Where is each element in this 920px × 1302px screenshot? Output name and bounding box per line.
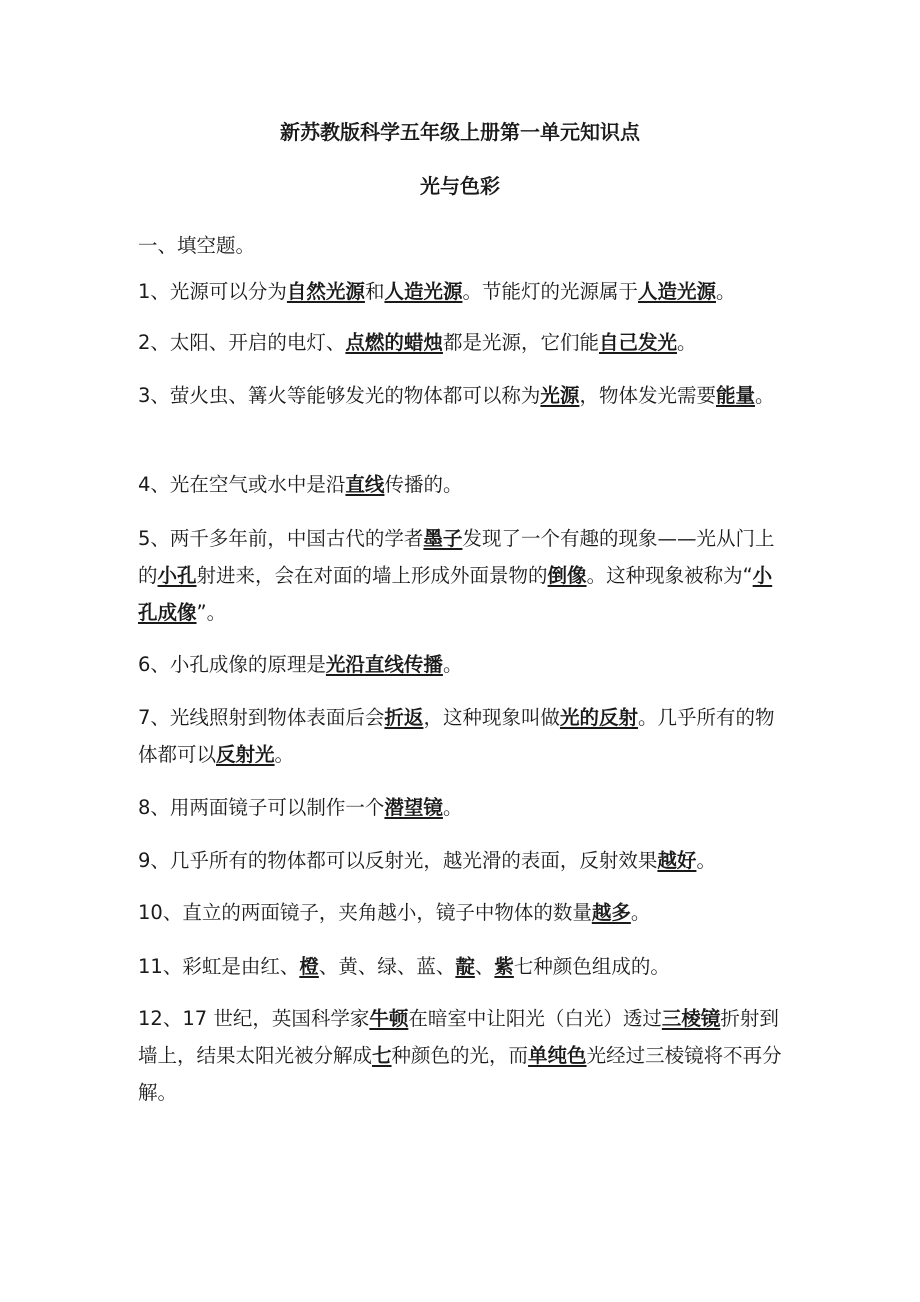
question-text: 。 [442,796,463,819]
question-text: 9、几乎所有的物体都可以反射光，越光滑的表面，反射效果 [138,849,658,872]
answer-text: 潜望镜 [384,796,443,819]
answer-text: 折返 [384,706,424,729]
answer-text: 光源 [540,384,580,407]
question-text: 4、光在空气或水中是沿 [138,473,346,496]
question-text: 10、直立的两面镜子，夹角越小，镜子中物体的数量 [138,901,592,924]
question-text: 。 [754,384,775,407]
question-item [138,699,786,773]
question-text: 都是光源，它们能 [442,331,599,354]
question-text: 。 [274,743,295,766]
question-text: 。几乎所有的物体都可以 [138,706,775,766]
question-text: 在暗室中让阳光（白光）透过 [408,1007,662,1030]
question-text: 12、17 世纪，英国科学家 [138,1007,370,1030]
question-text: 、 [474,955,495,978]
answer-text: 倒像 [547,564,587,587]
question-item [138,520,786,631]
question-text: 射进来，会在对面的墙上形成外面景物的 [196,564,548,587]
question-item [138,948,786,985]
question-item [138,273,786,310]
answer-text: 人造光源 [384,280,463,303]
answer-text: 光沿直线传播 [325,653,443,676]
question-text: 8、用两面镜子可以制作一个 [138,796,385,819]
question-text: 传播的。 [384,473,463,496]
answer-text: 小孔 [157,564,197,587]
question-text: 。 [676,331,697,354]
question-text: 5、两千多年前，中国古代的学者 [138,527,424,550]
answer-text: 点燃的蜡烛 [345,331,443,354]
document-subtitle: 光与色彩 [420,174,500,198]
question-text: 七种颜色组成的。 [513,955,670,978]
answer-text: 靛 [455,955,475,978]
question-text: 7、光线照射到物体表面后会 [138,706,385,729]
question-text: 。这种现象被称为“ [586,564,753,587]
answer-text: 能量 [715,384,755,407]
question-text: 。 [696,849,716,872]
question-text: 和 [364,280,385,303]
question-text: ”。 [196,601,227,624]
question-text: 种颜色的光，而 [391,1044,529,1067]
question-text: 2、太阳、开启的电灯、 [138,331,346,354]
question-item [138,324,786,361]
question-text: 6、小孔成像的原理是 [138,653,326,676]
question-text: 11、彩虹是由红、 [138,955,300,978]
question-text: 1、光源可以分为 [138,280,287,303]
answer-text: 光的反射 [559,706,638,729]
answer-text: 橙 [299,955,319,978]
answer-text: 直线 [345,473,385,496]
question-item [138,789,786,826]
answer-text: 自己发光 [598,331,677,354]
question-text: 。节能灯的光源属于 [462,280,638,303]
answer-text: 七 [372,1044,392,1067]
answer-text: 墨子 [423,527,463,550]
question-text: 。 [630,901,651,924]
answer-text: 越多 [591,901,631,924]
document-title: 新苏教版科学五年级上册第一单元知识点 [280,120,640,144]
question-text: ，物体发光需要 [579,384,716,407]
answer-text: 越好 [657,849,697,872]
answer-text: 单纯色 [528,1044,587,1067]
answer-text: 三棱镜 [661,1007,721,1030]
answer-text: 反射光 [216,743,275,766]
question-text: 光经过三棱镜将不再分解。 [138,1044,782,1104]
question-item [138,842,786,879]
answer-text: 紫 [494,955,514,978]
question-text: 。 [442,653,463,676]
section-heading: 一、填空题。 [138,234,256,257]
question-item [138,466,786,503]
question-item [138,377,786,414]
question-item [138,1000,786,1111]
question-text: 。 [716,280,736,303]
question-item [138,646,786,683]
question-text: 、黄、绿、蓝、 [318,955,456,978]
question-item [138,894,786,931]
question-text: 3、萤火虫、篝火等能够发光的物体都可以称为 [138,384,541,407]
answer-text: 人造光源 [637,280,716,303]
question-text: 折射到墙上，结果太阳光被分解成 [138,1007,779,1067]
answer-text: 小孔成像 [138,564,773,624]
answer-text: 自然光源 [286,280,365,303]
question-text: 发现了一个有趣的现象——光从门上的 [138,527,775,587]
question-text: ，这种现象叫做 [423,706,560,729]
answer-text: 牛顿 [369,1007,409,1030]
